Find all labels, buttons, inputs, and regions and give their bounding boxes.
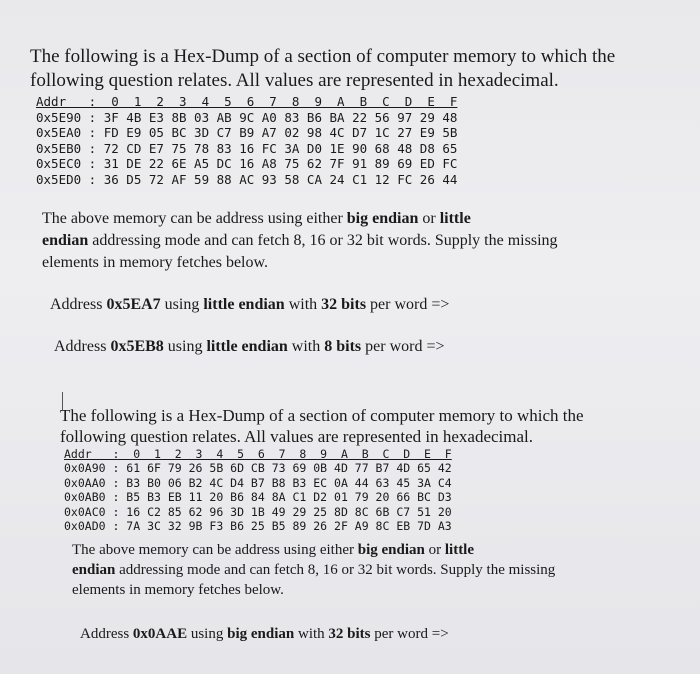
q2-paragraph: The above memory can be address using either big endian or little endian addressing mode and can fetch 8, 16 or 32 bit words. Supply the missing elements in memory fetches below. — [72, 542, 556, 598]
q2-intro-line-1: The following is a Hex-Dump of a section of computer memory to which the — [60, 406, 584, 425]
q1-paragraph: The above memory can be address using either big endian or little endian addressing mode and can fetch 8, 16 or 32 bit words. Supply the missing elements in memory fetches below. — [42, 210, 558, 271]
q1-intro-line-1: The following is a Hex-Dump of a section of computer memory to which the — [30, 46, 616, 67]
hex-row: 0x5ED0 : 36 D5 72 AF 59 88 AC 93 58 CA 24 C1 12 FC 26 44 — [36, 171, 458, 187]
hex-row: 0x0AC0 : 16 C2 85 62 96 3D 1B 49 29 25 8D 8C 6B C7 51 20 — [64, 504, 452, 519]
q1-hex-dump — [36, 94, 457, 188]
hex-row: 0x5EB0 : 72 CD E7 75 78 83 16 FC 3A D0 1E 90 68 48 D8 65 — [36, 140, 458, 156]
q1-fetch-1: Address 0x5EA7 using little endian with 32 bits per word => — [50, 296, 450, 313]
hex-row: 0x0A90 : 61 6F 79 26 5B 6D CB 73 69 0B 4D 77 B7 4D 65 42 — [64, 461, 452, 476]
q2-intro-line-2: following question relates. All values are represented in hexadecimal. — [60, 427, 534, 446]
hex-row: 0x5E90 : 3F 4B E3 8B 03 AB 9C A0 83 B6 BA 22 56 97 29 48 — [36, 109, 458, 125]
hex-row: 0x0AB0 : B5 B3 EB 11 20 B6 84 8A C1 D2 01 79 20 66 BC D3 — [64, 490, 452, 505]
hex-row: 0x5EA0 : FD E9 05 BC 3D C7 B9 A7 02 98 4C D7 1C 27 E9 5B — [36, 125, 458, 141]
q1-fetch-2: Address 0x5EB8 using little endian with 8 bits per word => — [54, 338, 445, 355]
q2-fetch-1: Address 0x0AAE using big endian with 32 bits per word => — [80, 626, 449, 642]
hex-row: 0x5EC0 : 31 DE 22 6E A5 DC 16 A8 75 62 7F 91 89 69 ED FC — [36, 156, 458, 172]
q2-hex-dump — [64, 447, 452, 533]
hex-row: 0x0AA0 : B3 B0 06 B2 4C D4 B7 B8 B3 EC 0A 44 63 45 3A C4 — [64, 475, 452, 490]
hex-row: 0x0AD0 : 7A 3C 32 9B F3 B6 25 B5 89 26 2F A9 8C EB 7D A3 — [64, 519, 452, 534]
q2-hex-header: Addr : 0 1 2 3 4 5 6 7 8 9 A B C D E F — [64, 447, 452, 461]
q1-intro-line-2: following question relates. All values are represented in hexadecimal. — [30, 70, 559, 91]
q1-hex-header: Addr : 0 1 2 3 4 5 6 7 8 9 A B C D E F — [36, 94, 458, 109]
